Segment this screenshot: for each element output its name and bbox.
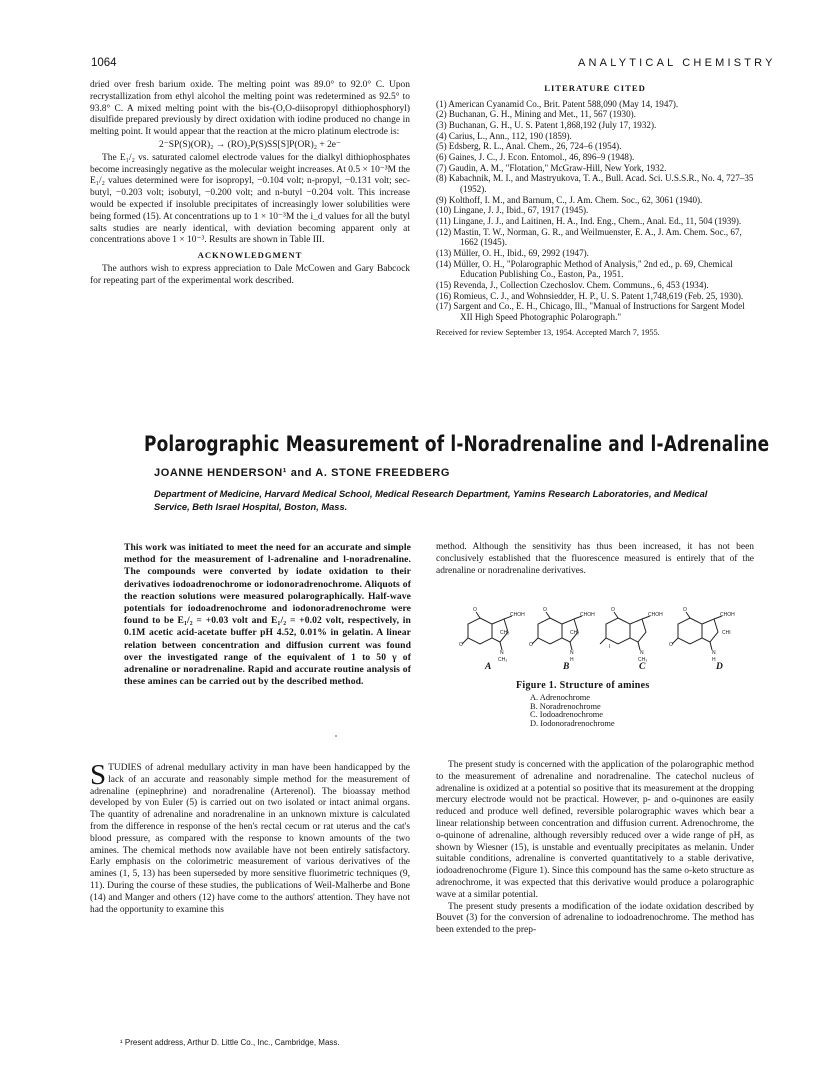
abstract: This work was initiated to meet the need for an accurate and simple method for the measurement of l-adrenaline and l-noradrenaline. The compounds were converted by iodate oxidation to their derivatives iodoadrenochrome or iodonoradrenochrome. Aliquots of the reaction solutions were measured polarographically. Half-wave potentials for iodoadrenochrome and iodonoradrenochrome were found to be E₁/₂ = +0.03 volt and E₁/₂ = +0.02 volt, respectively, in 0.1M acetic acid-acetate buffer pH 4.52, 0.01% in gelatin. A linear relation between concentration and diffusion current was found over the investigated range of the equivalent of 1 to 50 γ of adrenaline or noradrenaline. Rapid and accurate routine analysis of these amines can be carried out by the described method.: [124, 542, 411, 688]
journal-name: ANALYTICAL CHEMISTRY: [578, 57, 776, 69]
footnote: ¹ Present address, Arthur D. Little Co., Inc., Cambridge, Mass.: [120, 1038, 340, 1047]
atom-label: O: [669, 642, 673, 648]
structure-d: [672, 612, 722, 650]
figure-legend: [530, 694, 615, 728]
article-title: Polarographic Measurement of l-Noradrenaline and l-Adrenaline: [144, 432, 770, 457]
reference-item: (17) Sargent and Co., E. H., Chicago, Ill., "Manual of Instructions for Sargent Model XII High Speed Photographic Polarograph.": [436, 301, 745, 322]
atom-label: CHOH: [580, 612, 595, 618]
reference-item: (13) Müller, O. H., Ibid., 69, 2992 (1947).: [436, 247, 589, 258]
acknowledgment-heading: ACKNOWLEDGMENT: [197, 250, 303, 261]
stray-mark: [335, 735, 337, 737]
reference-item: (16) Romieus, C. J., and Wohnsiedder, H. P., U. S. Patent 1,748,619 (Feb. 25, 1930).: [436, 290, 744, 301]
article-affiliation: Department of Medicine, Harvard Medical School, Medical Research Department, Yamins Research Laboratories, and Medical Service, Beth Israel Hospital, Boston, Mass.: [154, 489, 708, 512]
structure-c: [600, 612, 650, 650]
reference-item: (2) Buchanan, G. H., Mining and Met., 11, 567 (1930).: [436, 109, 636, 120]
atom-label: N: [712, 650, 716, 656]
atom-label: H: [712, 657, 716, 662]
acknowledgment-text: The authors wish to express appreciation to Dale McCowen and Gary Babcock for repeating part of the experimental work described.: [90, 263, 410, 286]
literature-cited-heading: LITERATURE CITED: [544, 83, 646, 93]
reference-item: (8) Kabachnik, M. I., and Mastryukova, T. A., Bull. Acad. Sci. U.S.S.R., No. 4, 727–35 (1952).: [436, 173, 754, 195]
structure-letter: A: [485, 662, 492, 672]
atom-label: CH₃: [498, 657, 508, 662]
atom-label: O: [459, 642, 463, 648]
atom-label: O: [473, 607, 477, 613]
reference-item: (1) American Cyanamid Co., Brit. Patent 588,090 (May 14, 1947).: [436, 98, 679, 109]
reference-item: (11) Lingane, J. J., and Laitinen, H. A., Ind. Eng., Chem., Anal. Ed., 11, 504 (1939).: [436, 216, 742, 227]
structure-letter: B: [563, 662, 570, 672]
article-authors: JOANNE HENDERSON¹ and A. STONE FREEDBERG: [154, 467, 450, 479]
drop-cap: S: [90, 759, 107, 791]
body-left-column: [90, 759, 410, 916]
paragraph: TUDIES of adrenal medullary activity in man have been handicapped by the lack of an accurate and reasonably simple method for the measurement of adrenaline (epinephrine) and noradrenaline (Arterenol). The bioassay method developed by von Euler (5) is carried out on two isolated or intact animal organs. The quantity of adrenaline and noradrenaline in an unknown mixture is calculated from the difference in response of the hen's rectal cecum or rat uterus and the cat's blood pressure, as compared with the response to known amounts of the two amines. The chemical methods now available have not been entirely satisfactory. Early emphasis on the colorimetric measurement of various derivatives of the amines (1, 5, 13) has been superseded by more sensitive fluorimetric techniques (9, 11). During the course of these studies, the publications of Weil-Malherbe and Bone (14) and Manger and others (12) have come to the authors' attention. They have not had the opportunity to examine this: [90, 763, 410, 915]
paragraph: The present study presents a modification of the iodate oxidation described by Bouvet (3) for the conversion of adrenaline to iodoadrenochrome. The method has been extended to the prep-: [436, 901, 754, 936]
legend-item: B. Noradrenochrome: [530, 701, 601, 711]
atom-label: H: [570, 657, 574, 662]
reference-item: (5) Edsberg, R. L., Anal. Chem., 26, 724–6 (1954).: [436, 141, 622, 152]
atom-label: N: [640, 650, 644, 656]
paragraph: method. Although the sensitivity has thus been increased, it has not been conclusively established that the fluorescence measured is entirely that of the adrenaline or noradrenaline derivatives.: [436, 542, 754, 576]
atom-label: N: [500, 650, 504, 656]
reference-item: (9) Kolthoff, I. M., and Barnum, C., J. Am. Chem. Soc., 62, 3061 (1940).: [436, 194, 703, 205]
legend-item: D. Iodonoradrenochrome: [530, 718, 615, 728]
paragraph: The E₁/₂ vs. saturated calomel electrode values for the dialkyl dithiophosphates become increasingly negative as the molecular weight increases. At 0.5 × 10⁻³M the E₁/₂ values determined were for isopropyl, −0.104 volt; n-propyl, −0.131 volt; sec-butyl, −0.203 volt; isobutyl, −0.200 volt; and n-butyl −0.204 volt. This increase would be expected if insoluble precipitates of increasingly lower solubilities were being formed (15). At concentrations up to 1 × 10⁻³M the i_d values for all the butyl salts studies are nearly identical, with deviation becoming apparent only at concentrations above 1 × 10⁻³. Results are shown in Table III.: [90, 152, 410, 246]
reference-item: (15) Revenda, J., Collection Czechoslov. Chem. Communs., 6, 453 (1934).: [436, 279, 709, 290]
received-note: Received for review September 13, 1954. Accepted March 7, 1955.: [436, 327, 660, 337]
reference-item: (10) Lingane, J. J., Ibid., 67, 1917 (1945).: [436, 205, 589, 216]
intro-right-column: [436, 542, 754, 577]
legend-item: A. Adrenochrome: [530, 693, 591, 702]
reaction-equation: 2⁻SP(S)(OR)₂ → (RO)₂P(S)SS[S]P(OR)₂ + 2e⁻: [159, 139, 341, 150]
atom-label: I: [609, 644, 611, 650]
amine-structure-diagram: [446, 602, 746, 662]
structure-letter: D: [716, 662, 723, 672]
paragraph: dried over fresh barium oxide. The melting point was 89.0° to 92.0° C. Upon recrystallization from ethyl alcohol the melting point was redetermined as 92.5° to 93.8° C. A mixed melting point with the bis-(O,O-diisopropyl dithiophosphoryl) disulfide prepared previously by direct oxidation with iodine produced no change in melting point. It would appear that the reaction at the micro platinum electrode is:: [90, 80, 410, 138]
atom-label: CHOH: [510, 612, 525, 618]
reference-list: [436, 99, 754, 323]
atom-label: CH₂: [570, 630, 580, 636]
reference-item: (7) Gaudin, A. M., "Flotation," McGraw-Hill, New York, 1932.: [436, 162, 667, 173]
previous-article-left-column: [90, 80, 410, 288]
atom-label: CH₃: [638, 657, 648, 662]
literature-cited: [436, 80, 754, 338]
body-right-column: [436, 760, 754, 937]
reference-item: (6) Gaines, J. C., J. Econ. Entomol., 46, 896–9 (1948).: [436, 152, 635, 163]
atom-label: N: [570, 650, 574, 656]
atom-label: O: [611, 607, 615, 613]
reference-item: (12) Mastin, T. W., Norman, G. R., and Weilmuenster, E. A., J. Am. Chem. Soc., 67, 1662 (1945).: [436, 226, 742, 248]
atom-label: O: [529, 642, 533, 648]
reference-item: (3) Buchanan, G. H., U. S. Patent 1,868,192 (July 17, 1932).: [436, 120, 657, 131]
atom-label: O: [543, 607, 547, 613]
atom-label: CH₂: [500, 630, 510, 636]
atom-label: CHI: [722, 630, 731, 636]
legend-item: C. Iodoadrenochrome: [530, 710, 604, 720]
atom-label: CHOH: [720, 612, 735, 618]
structure-letter: C: [639, 662, 646, 672]
atom-label: CHOH: [648, 612, 663, 618]
reference-item: (4) Carius, L., Ann., 112, 190 (1859).: [436, 130, 572, 141]
atom-label: O: [683, 607, 687, 613]
reference-item: (14) Müller, O. H., "Polarographic Method of Analysis," 2nd ed., p. 69, Chemical Education Publishing Co., Easton, Pa., 1951.: [436, 258, 733, 280]
paragraph: The present study is concerned with the application of the polarographic method to the measurement of adrenaline and noradrenaline. The catechol nucleus of adrenaline is oxidized at a potential so positive that its measurement at the dropping mercury electrode would not be practical. However, p- and o-quinones are easily reduced and produce well defined, reversible polarographic waves which bear a linear relationship between concentration and diffusion current. Adrenochrome, the o-quinone of adrenaline, although reversibly reduced over a wide range of pH, as shown by Wiesner (15), is unstable and eventually precipitates as melanin. Under suitable conditions, adrenaline is converted quantitatively to a stable derivative, iodoadrenochrome (Figure 1). Since this compound has the same o-keto structure as adrenochrome, it was expected that this derivative would produce a polarographic wave at a similar potential.: [436, 760, 754, 900]
page-number: 1064: [91, 57, 117, 69]
figure-caption: Figure 1. Structure of amines: [516, 680, 650, 691]
